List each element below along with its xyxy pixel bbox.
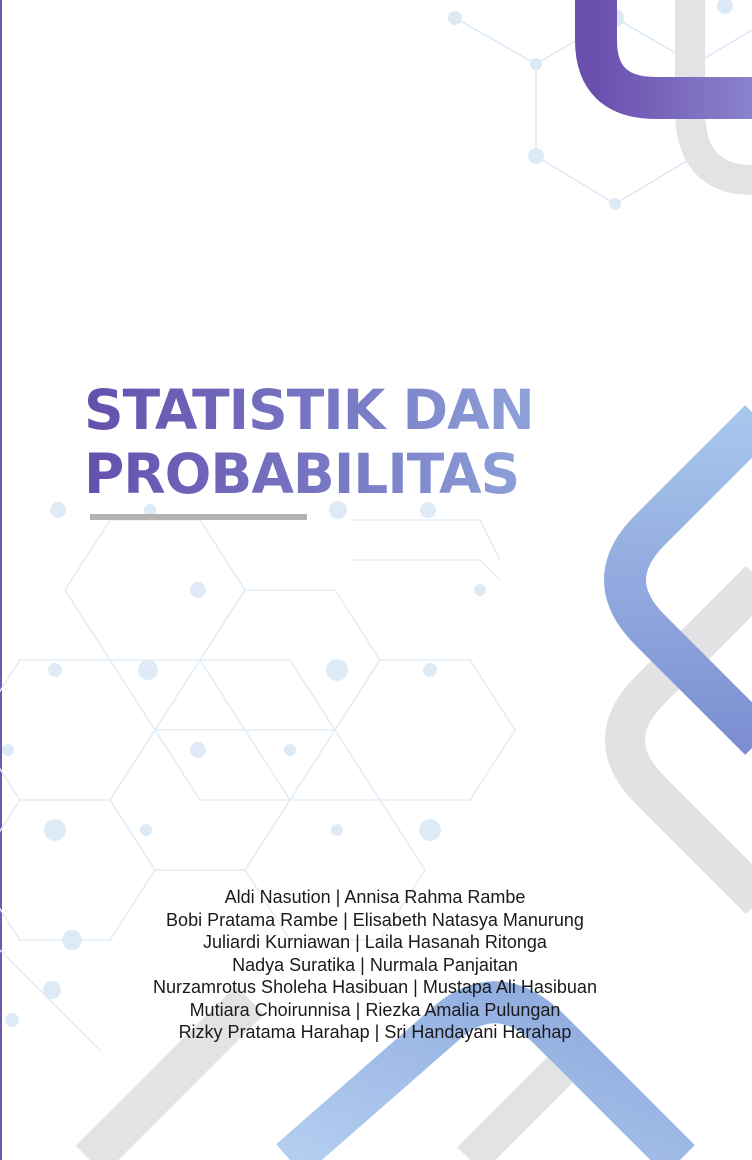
title-underline	[90, 514, 307, 520]
book-title	[84, 378, 534, 506]
author-line: Aldi Nasution | Annisa Rahma Rambe	[224, 887, 526, 907]
author-line: Nurzamrotus Sholeha Hasibuan | Mustapa Ali Hasibuan	[153, 977, 597, 997]
title-line-2: PROBABILITAS	[84, 442, 520, 506]
title-line-1: STATISTIK DAN	[84, 378, 534, 442]
author-list	[110, 886, 640, 1044]
author-line: Rizky Pratama Harahap | Sri Handayani Harahap	[178, 1022, 572, 1042]
gray-band-bottom-right	[470, 1070, 560, 1160]
author-line: Nadya Suratika | Nurmala Panjaitan	[232, 954, 518, 975]
author-line: Mutiara Choirunnisa | Riezka Amalia Pulungan	[189, 999, 561, 1020]
author-line: Juliardi Kurniawan | Laila Hasanah Ritonga	[203, 932, 547, 952]
author-line: Bobi Pratama Rambe | Elisabeth Natasya Manurung	[166, 909, 584, 930]
